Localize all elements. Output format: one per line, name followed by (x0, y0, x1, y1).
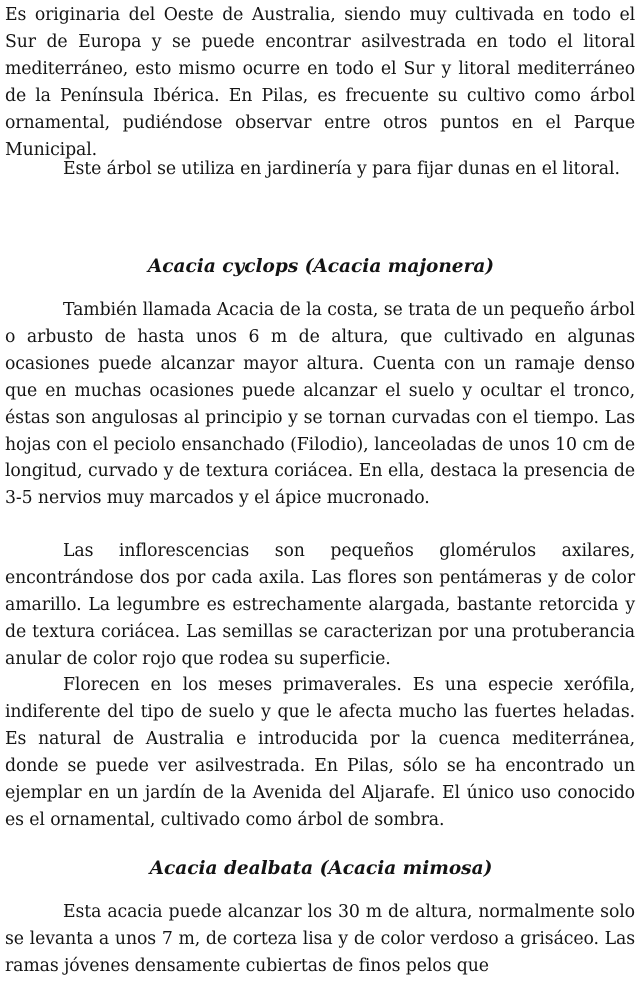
acacia-dealbata-paragraph-1: Esta acacia puede alcanzar los 30 m de altura, normalmente solo se levanta a unos 7 m, de corteza lisa y de color verdoso a grisáceo. Las ramas jóvenes densamente cubiertas de finos pelos que (5, 902, 635, 976)
intro-paragraph-2: Este árbol se utiliza en jardinería y para fijar dunas en el litoral. (63, 159, 620, 179)
section-heading-acacia-dealbata: Acacia dealbata (Acacia mimosa) (149, 858, 493, 879)
intro-paragraph-1: Es originaria del Oeste de Australia, siendo muy cultivada en todo el Sur de Europa y se puede encontrar asilvestrada en todo el litoral mediterráneo, esto mismo ocurre en todo el Sur y litoral mediterráneo de la Península Ibérica. En Pilas, es frecuente su cultivo como árbol ornamental, pudiéndose observar entre otros puntos en el Parque Municipal. (5, 5, 635, 160)
acacia-cyclops-paragraph-3: Florecen en los meses primaverales. Es una especie xerófila, indiferente del tipo de suelo y que le afecta mucho las fuertes heladas. Es natural de Australia e introducida por la cuenca mediterránea, donde se puede ver asilvestrada. En Pilas, sólo se ha encontrado un ejemplar en un jardín de la Avenida del Aljarafe. El único uso conocido es el ornamental, cultivado como árbol de sombra. (5, 675, 635, 830)
acacia-cyclops-paragraph-2: Las inflorescencias son pequeños glomérulos axilares, encontrándose dos por cada axila. Las flores son pentámeras y de color amarillo. La legumbre es estrechamente alargada, bastante retorcida y de textura coriácea. Las semillas se caracterizan por una protuberancia anular de color rojo que rodea su superficie. (5, 541, 635, 669)
section-heading-acacia-cyclops: Acacia cyclops (Acacia majonera) (147, 256, 495, 277)
acacia-cyclops-paragraph-1: También llamada Acacia de la costa, se trata de un pequeño árbol o arbusto de hasta unos 6 m de altura, que cultivado en algunas ocasiones puede alcanzar mayor altura. Cuenta con un ramaje denso que en muchas ocasiones puede alcanzar el suelo y ocultar el tronco, éstas son angulosas al principio y se tornan curvadas con el tiempo. Las hojas con el peciolo ensanchado (Filodio), lanceoladas de unos 10 cm de longitud, curvado y de textura coriácea. En ella, destaca la presencia de 3-5 nervios muy marcados y el ápice mucronado. (5, 300, 635, 509)
